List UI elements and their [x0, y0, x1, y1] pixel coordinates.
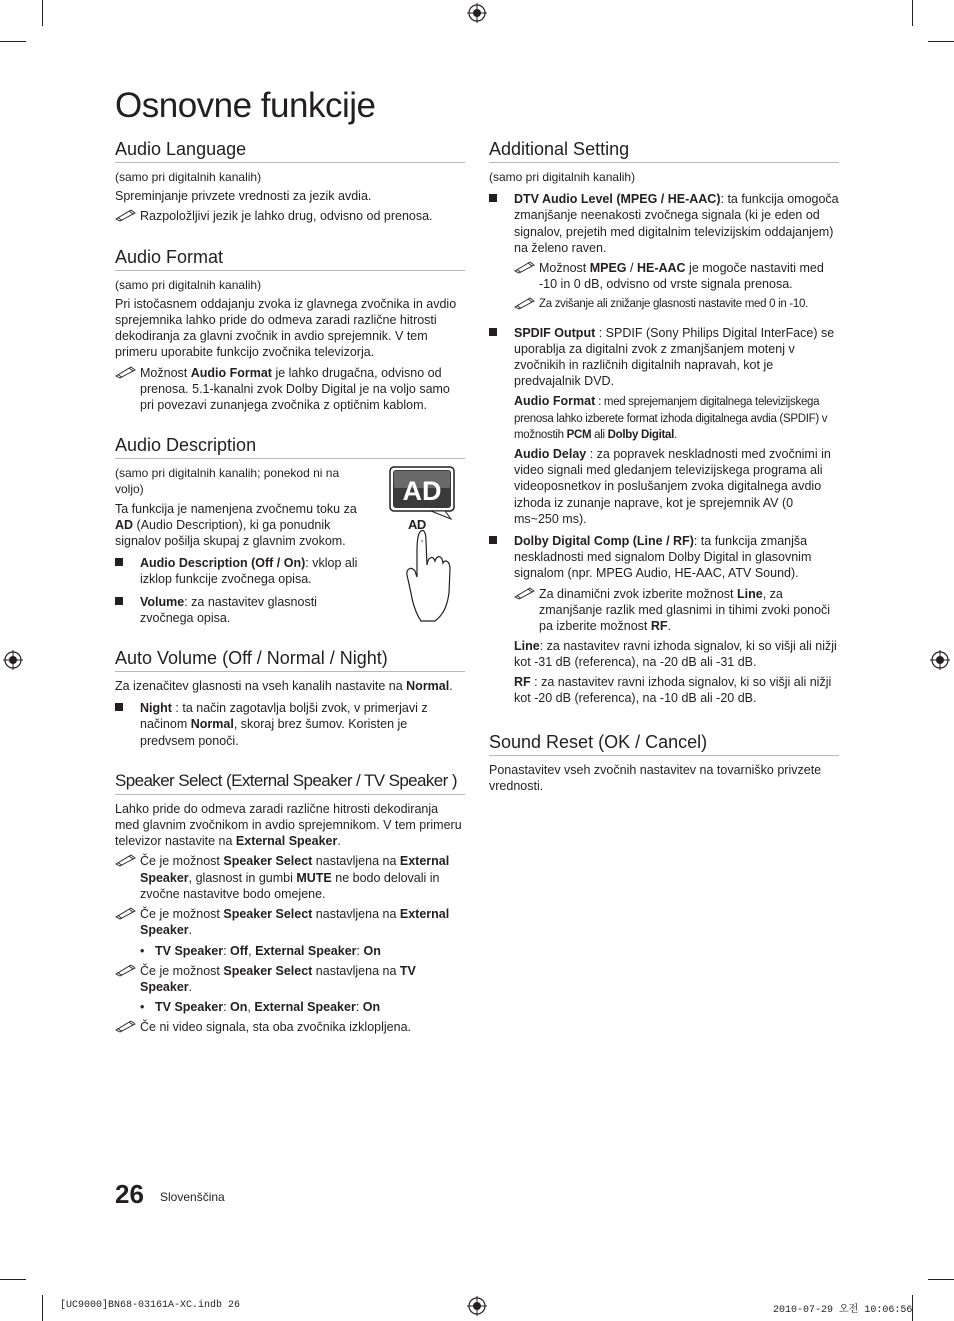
bullet-item: Audio Description (Off / On): vklop ali izklop funkcije zvočnega opisa. [115, 555, 365, 587]
crop-mark [0, 41, 26, 42]
page-number: 26 [115, 1179, 144, 1209]
registration-mark-icon [467, 1296, 487, 1316]
description-text: Spreminjanje privzete vrednosti za jezik avdia. [115, 189, 372, 204]
section-speaker-select [115, 769, 465, 1036]
bullet-item: Dolby Digital Comp (Line / RF): ta funkcija zmanjša neskladnosti med signalom Dolby Digital in glasovnim signalom (npr. MPEG Audio, HE-AAC, ATV Sound). [489, 533, 839, 582]
note-pencil-icon [115, 963, 140, 979]
dot-item: • TV Speaker: Off, External Speaker: On [140, 943, 381, 958]
square-bullet-icon [489, 533, 514, 549]
section-audio-format [115, 245, 465, 414]
right-column [489, 137, 839, 815]
audio-description-body [115, 465, 465, 626]
sub-item-audio-format: Audio Format : med sprejemanjem digitalnega televizijskega prenosa lahko izberete format izhoda digitalnega avdia (SPDIF) v možnostih PCM ali Dolby Digital. [514, 394, 828, 441]
square-bullet-icon [115, 594, 140, 610]
note-pencil-icon [514, 260, 539, 276]
sub-item-line: Line: za nastavitev ravni izhoda signalov, ki so višji ali nižji kot -31 dB (referenca), na -20 dB ali -31 dB. [514, 639, 837, 670]
note [115, 906, 465, 938]
note-text: Če je možnost Speaker Select nastavljena na External Speaker, glasnost in gumbi MUTE ne bodo delovali in zvočne nastavitve bodo omejene. [140, 854, 450, 901]
section-sound-reset [489, 730, 839, 794]
crop-mark [42, 0, 43, 26]
registration-mark-icon [930, 650, 950, 670]
description-text: Lahko pride do odmeva zaradi različne hitrosti dekodiranja med glavnim zvočnikom in avdio sprejemnikom. V tem primeru televizor nastavite na External Speaker. [115, 801, 462, 849]
sub-item-audio-delay: Audio Delay : za popravek neskladnosti med zvočnimi in video signali med gledanjem televizijskega programa ali videoposnetkov in poslušanjem zvoka digitalnega avdio izhoda iz zunanje naprave, kot je sprejemnik AV (0 ms~250 ms). [514, 447, 831, 526]
note [514, 296, 839, 312]
section-heading: Additional Setting [489, 137, 839, 163]
ad-button-hand-icon [387, 465, 457, 625]
page-language: Slovenščina [160, 1190, 225, 1204]
crop-mark [42, 1295, 43, 1321]
section-heading: Audio Description [115, 433, 465, 459]
crop-mark [0, 1279, 26, 1280]
description-text: Pri istočasnem oddajanju zvoka iz glavnega zvočnika in avdio sprejemnika lahko pride do odmeva zaradi različne hitrosti dekodiranja za glavni zvočnik in avdio sprejemnik. V tem primeru uporabite funkcijo zvočnika televizorja. [115, 296, 457, 360]
scope-text: (samo pri digitalnih kanalih) [115, 277, 262, 292]
dot-item: • TV Speaker: On, External Speaker: On [140, 1000, 381, 1015]
note-text: Razpoložljivi jezik je lahko drug, odvisno od prenosa. [140, 209, 433, 224]
square-bullet-icon [115, 555, 140, 571]
note-text: Možnost Audio Format je lahko drugačna, odvisno od prenosa. 5.1-kanalni zvok Dolby Digital je na voljo samo pri povezavi zunanjega zvočnika z optičnim kablom. [140, 365, 450, 413]
square-bullet-icon [115, 700, 140, 716]
note-text: Če je možnost Speaker Select nastavljena na External Speaker. [140, 907, 450, 938]
scope-text: (samo pri digitalnih kanalih) [115, 170, 262, 184]
ad-logo-text: AD [402, 476, 442, 507]
section-heading: Audio Language [115, 137, 465, 163]
footer-file-info: [UC9000]BN68-03161A-XC.indb 26 [60, 1300, 241, 1311]
section-heading: Auto Volume (Off / Normal / Night) [115, 646, 465, 672]
note-pencil-icon [514, 296, 539, 312]
left-column [115, 137, 465, 1056]
section-auto-volume [115, 646, 465, 749]
registration-mark-icon [467, 3, 487, 23]
crop-mark [928, 41, 954, 42]
note [115, 963, 465, 995]
note-text: Za dinamični zvok izberite možnost Line, za zmanjšanje razlik med glasnimi in tihimi zvoki ponoči pa izberite možnost RF. [539, 586, 831, 634]
square-bullet-icon [489, 191, 514, 207]
note [514, 260, 839, 292]
crop-mark [912, 0, 913, 26]
note [514, 586, 839, 635]
bullet-item: Night : ta način zagotavlja boljši zvok, v primerjavi z načinom Normal, skoraj brez šumov. Koristen je predvsem ponoči. [115, 700, 465, 749]
section-heading: Sound Reset (OK / Cancel) [489, 730, 839, 756]
crop-mark [928, 1279, 954, 1280]
footer-date: 2010-07-29 오전 10:06:56 [773, 1305, 913, 1316]
note [115, 853, 465, 902]
note-pencil-icon [115, 853, 140, 869]
scope-text: (samo pri digitalnih kanalih; ponekod ni na voljo) [115, 466, 340, 497]
audio-description-text [115, 465, 365, 626]
bullet-item: DTV Audio Level (MPEG / HE-AAC): ta funkcija omogoča zmanjšanje neenakosti zvočnega signala (ki je eden od signalov, prejetih med digitalnim televizijskim oddajanjem) na želeno raven. [489, 191, 839, 256]
sub-item-rf: RF : za nastavitev ravni izhoda signalov, ki so višji ali nižji kot -20 dB (referenca), na -10 dB ali -20 dB. [514, 674, 832, 705]
description-text: Ponastavitev vseh zvočnih nastavitev na tovarniško privzete vrednosti. [489, 763, 822, 794]
bullet-item: Volume: za nastavitev glasnosti zvočnega opisa. [115, 594, 365, 626]
page-title: Osnovne funkcije [115, 86, 376, 125]
square-bullet-icon [489, 325, 514, 341]
note-text: Za zvišanje ali znižanje glasnosti nastavite med 0 in -10. [539, 298, 808, 311]
note [115, 1019, 465, 1035]
scope-text: (samo pri digitalnih kanalih) [489, 170, 636, 184]
note-pencil-icon [115, 906, 140, 922]
dot-bullet-icon: • [140, 1000, 145, 1015]
ad-label: AD [408, 517, 426, 533]
section-heading: Speaker Select (External Speaker / TV Speaker ) [115, 769, 465, 795]
section-audio-description [115, 433, 465, 626]
note-pencil-icon [115, 365, 140, 381]
note-pencil-icon [115, 1019, 140, 1035]
dot-bullet-icon: • [140, 943, 145, 958]
ad-remote-illustration [387, 465, 457, 625]
note-text: Če ni video signala, sta oba zvočnika izklopljena. [140, 1020, 411, 1035]
description-text: Za izenačitev glasnosti na vseh kanalih nastavite na Normal. [115, 679, 453, 694]
section-additional-setting [489, 137, 839, 706]
registration-mark-icon [3, 650, 23, 670]
note-pencil-icon [514, 586, 539, 602]
note-text: Če je možnost Speaker Select nastavljena na TV Speaker. [140, 963, 416, 994]
section-audio-language [115, 137, 465, 225]
note-pencil-icon [115, 208, 140, 224]
bullet-item: SPDIF Output : SPDIF (Sony Philips Digital InterFace) se uporablja za digitalni zvok z zmanjšanjem motenj v zvočnikih in različnih digitalnih napravah, kot je predvajalnik DVD. [489, 325, 839, 390]
note-text: Možnost MPEG / HE-AAC je mogoče nastaviti med -10 in 0 dB, odvisno od vrste signala prenosa. [539, 261, 824, 292]
section-heading: Audio Format [115, 245, 465, 271]
description-text: Ta funkcija je namenjena zvočnemu toku za AD (Audio Description), ki ga ponudnik signalov pošilja skupaj z glavnim zvokom. [115, 501, 357, 549]
note [115, 208, 465, 224]
note [115, 365, 465, 414]
